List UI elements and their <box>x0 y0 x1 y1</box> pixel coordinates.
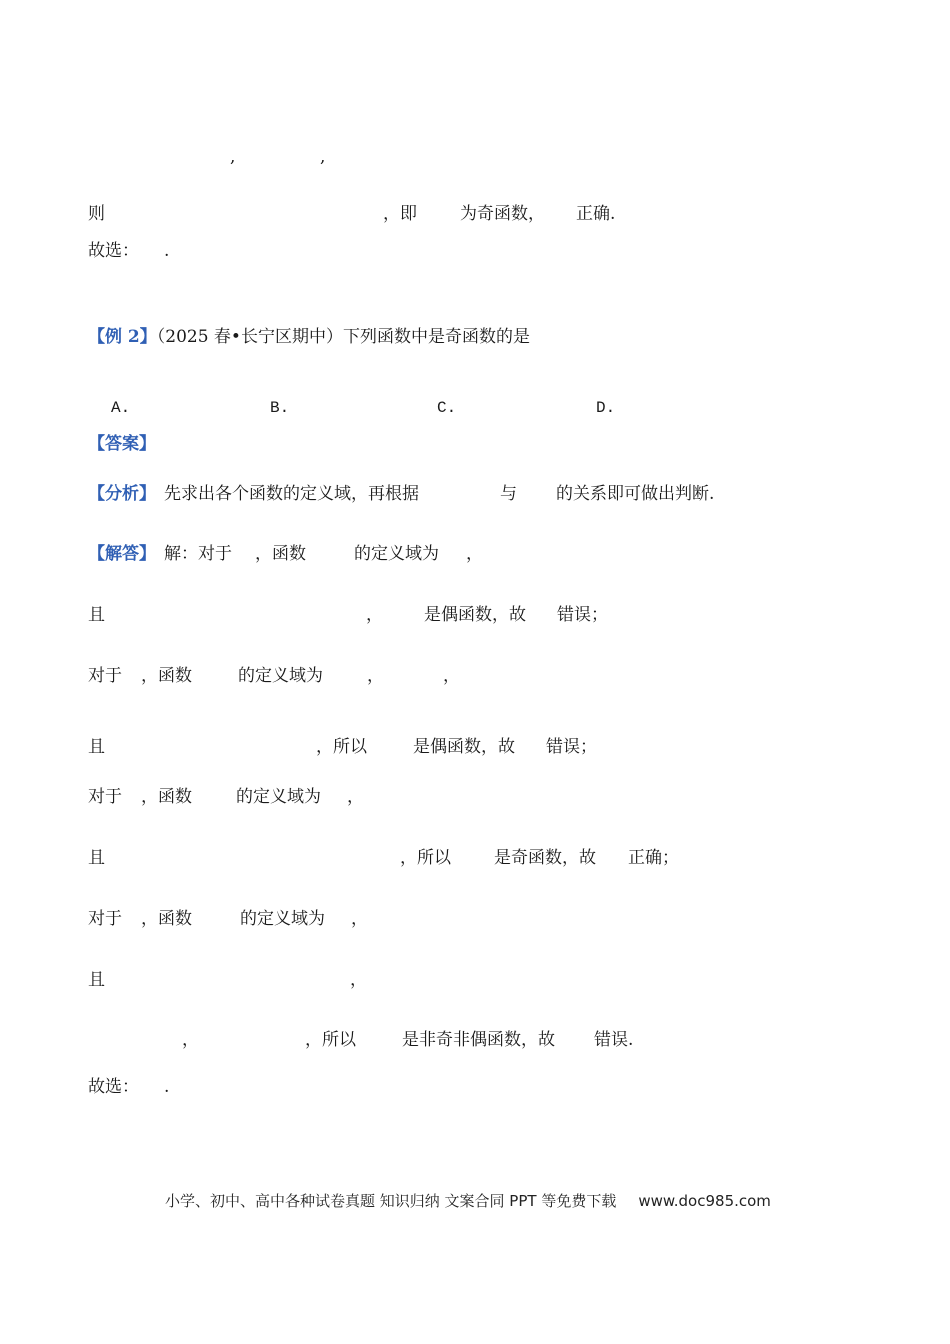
text-fragment: ，即 <box>383 204 417 224</box>
text-fragment: 错误； <box>557 605 608 625</box>
text-fragment: ，函数 <box>141 787 192 807</box>
analysis-text: 先求出各个函数的定义域，再根据 <box>164 484 419 504</box>
text-qie: 且 <box>88 848 105 868</box>
text-ze: 则 <box>88 204 105 224</box>
text-fragment: 正确； <box>628 848 679 868</box>
text-fragment: 是奇函数，故 <box>494 848 596 868</box>
text-fragment: ，函数 <box>141 666 192 686</box>
solution-text: 解：对于 <box>164 544 232 564</box>
period: . <box>164 1077 170 1097</box>
text-fragment: ， <box>347 787 364 807</box>
text-fragment: ，所以 <box>316 737 367 757</box>
text-fragment: 对于 <box>88 909 122 929</box>
text-qie: 且 <box>88 970 105 990</box>
text-fragment: ，函数 <box>141 909 192 929</box>
text-qie: 且 <box>88 737 105 757</box>
text-fragment: 的定义域为 <box>236 787 321 807</box>
example-tag-close: 】 <box>139 327 157 347</box>
option-c: C. <box>437 399 457 417</box>
solution-text: ，函数 <box>255 544 306 564</box>
answer-tag: 【答案】 <box>88 434 156 454</box>
text-fragment: 是偶函数，故 <box>413 737 515 757</box>
text-fragment: ， <box>182 1030 199 1050</box>
solution-text: ， <box>466 544 483 564</box>
text-fragment: 的定义域为 <box>240 909 325 929</box>
text-fragment: ， <box>366 605 383 625</box>
text-fragment: ， <box>351 909 368 929</box>
example-source: （2025 春•长宁区期中）下列函数中是奇函数的是 <box>156 327 530 347</box>
text-fragment: 是偶函数，故 <box>424 605 526 625</box>
solution-tag: 【解答】 <box>88 544 156 564</box>
option-d: D. <box>596 399 616 417</box>
example-tag-label: 例 2 <box>105 327 140 347</box>
option-a: A. <box>111 399 131 417</box>
example-tag-open: 【 <box>88 327 105 347</box>
page-footer <box>165 1190 771 1212</box>
analysis-tag: 【分析】 <box>88 484 156 504</box>
text-fragment: 正确. <box>576 204 616 224</box>
text-fragment: 错误； <box>546 737 597 757</box>
example-heading <box>88 326 530 348</box>
choose-label: 故选： <box>88 1077 139 1097</box>
comma: , <box>230 147 236 167</box>
solution-text: 的定义域为 <box>354 544 439 564</box>
text-fragment: 为奇函数， <box>460 204 545 224</box>
choose-label: 故选： <box>88 241 139 261</box>
text-fragment: 对于 <box>88 666 122 686</box>
comma: , <box>320 147 326 167</box>
footer-text: 小学、初中、高中各种试卷真题 知识归纳 文案合同 PPT 等免费下载 <box>165 1192 617 1210</box>
option-b: B. <box>270 399 290 417</box>
period: . <box>164 241 170 261</box>
text-fragment: 是非奇非偶函数，故 <box>402 1030 555 1050</box>
text-fragment: ， <box>367 666 384 686</box>
text-fragment: 的定义域为 <box>238 666 323 686</box>
text-qie: 且 <box>88 605 105 625</box>
text-fragment: 对于 <box>88 787 122 807</box>
text-fragment: ，所以 <box>305 1030 356 1050</box>
text-fragment: ， <box>443 666 460 686</box>
analysis-text: 的关系即可做出判断. <box>556 484 715 504</box>
analysis-text: 与 <box>500 484 517 504</box>
text-fragment: ，所以 <box>400 848 451 868</box>
text-fragment: ， <box>350 970 367 990</box>
footer-url[interactable]: www.doc985.com <box>638 1192 771 1210</box>
text-fragment: 错误. <box>594 1030 634 1050</box>
